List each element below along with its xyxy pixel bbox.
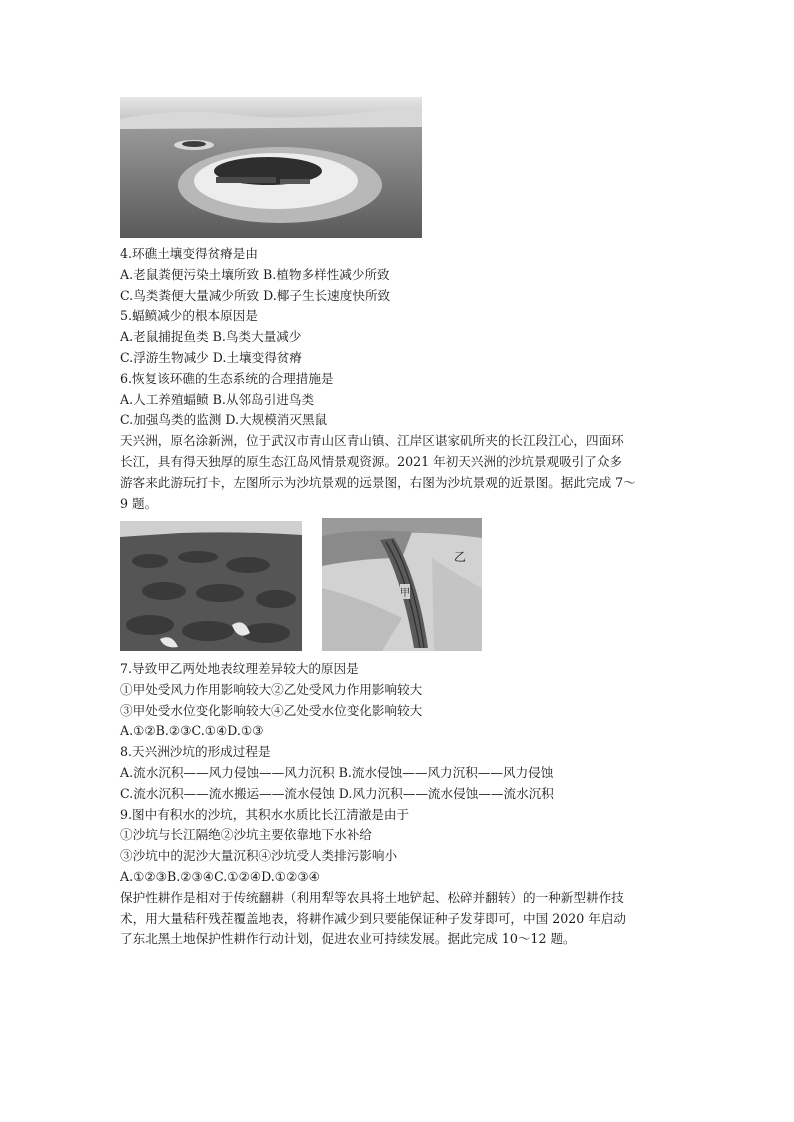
q8-options-cd: C.流水沉积——流水搬运——流水侵蚀 D.风力沉积——流水侵蚀——流水沉积 [120,785,554,801]
q4-stem: 4.环礁土壤变得贫瘠是由 [120,246,258,261]
passage1-line: 游客来此游玩打卡，左图所示为沙坑景观的远景图，右图为沙坑景观的近景图。据此完成 7～ [120,474,636,490]
q4-options-ab: A.老鼠粪便污染土壤所致 B.植物多样性减少所致 [120,266,390,282]
q8-options-ab: A.流水沉积——风力侵蚀——风力沉积 B.流水侵蚀——风力沉积——风力侵蚀 [120,764,554,780]
questions-4-6 [120,244,692,514]
label-jia: 甲 [400,584,410,599]
sandpit-far-photo [120,521,302,651]
atoll-photo [120,97,422,238]
passage1-line: 天兴洲，原名涂新洲，位于武汉市青山区青山镇、江岸区谌家矶所夹的长江段江心，四面环 [120,433,624,449]
q9-statements-1: ①沙坑与长江隔绝②沙坑主要依靠地下水补给 [120,827,372,843]
q8-stem: 8.天兴洲沙坑的形成过程是 [120,744,271,760]
passage2-line: 术，用大量秸秆残茬覆盖地表，将耕作减少到只要能保证种子发芽即可，中国 2020 年启动 [120,910,627,926]
label-yi: 乙 [454,550,467,564]
q6-options-ab: A.人工养殖蝠鲼 B.从邻岛引进鸟类 [120,391,315,407]
passage1-line: 9 题。 [120,495,158,511]
q7-statements-2: ③甲处受水位变化影响较大④乙处受水位变化影响较大 [120,702,423,718]
q7-stem: 7.导致甲乙两处地表纹理差异较大的原因是 [120,661,359,676]
q6-stem: 6.恢复该环礁的生态系统的合理措施是 [120,370,334,386]
q7-options: A.①②B.②③C.①④D.①③ [120,723,264,739]
passage2-line: 了东北黑土地保护性耕作行动计划，促进农业可持续发展。据此完成 10～12 题。 [120,931,576,947]
q5-options-ab: A.老鼠捕捉鱼类 B.鸟类大量减少 [120,329,302,345]
questions-7-9-and-passage [120,659,692,950]
q9-options: A.①②③B.②③④C.①②④D.①②③④ [120,868,320,884]
passage2-line: 保护性耕作是相对于传统翻耕（利用犁等农具将土地铲起、松碎并翻转）的一种新型耕作技 [120,889,624,905]
q6-options-cd: C.加强鸟类的监测 D.大规模消灭黑鼠 [120,412,328,428]
q7-statements-1: ①甲处受风力作用影响较大②乙处受风力作用影响较大 [120,681,423,697]
sandpit-near-photo [322,518,482,651]
q9-stem: 9.图中有积水的沙坑，其积水水质比长江清澈是由于 [120,806,410,822]
q5-options-cd: C.浮游生物减少 D.土壤变得贫瘠 [120,349,302,365]
passage1-line: 长江，具有得天独厚的原生态江岛风情景观资源。2021 年初天兴洲的沙坑景观吸引了众多 [120,453,623,469]
q9-statements-2: ③沙坑中的泥沙大量沉积④沙坑受人类排污影响小 [120,848,398,864]
q4-options-cd: C.鸟类粪便大量减少所致 D.椰子生长速度快所致 [120,287,391,303]
q5-stem: 5.蝠鲼减少的根本原因是 [120,308,258,324]
